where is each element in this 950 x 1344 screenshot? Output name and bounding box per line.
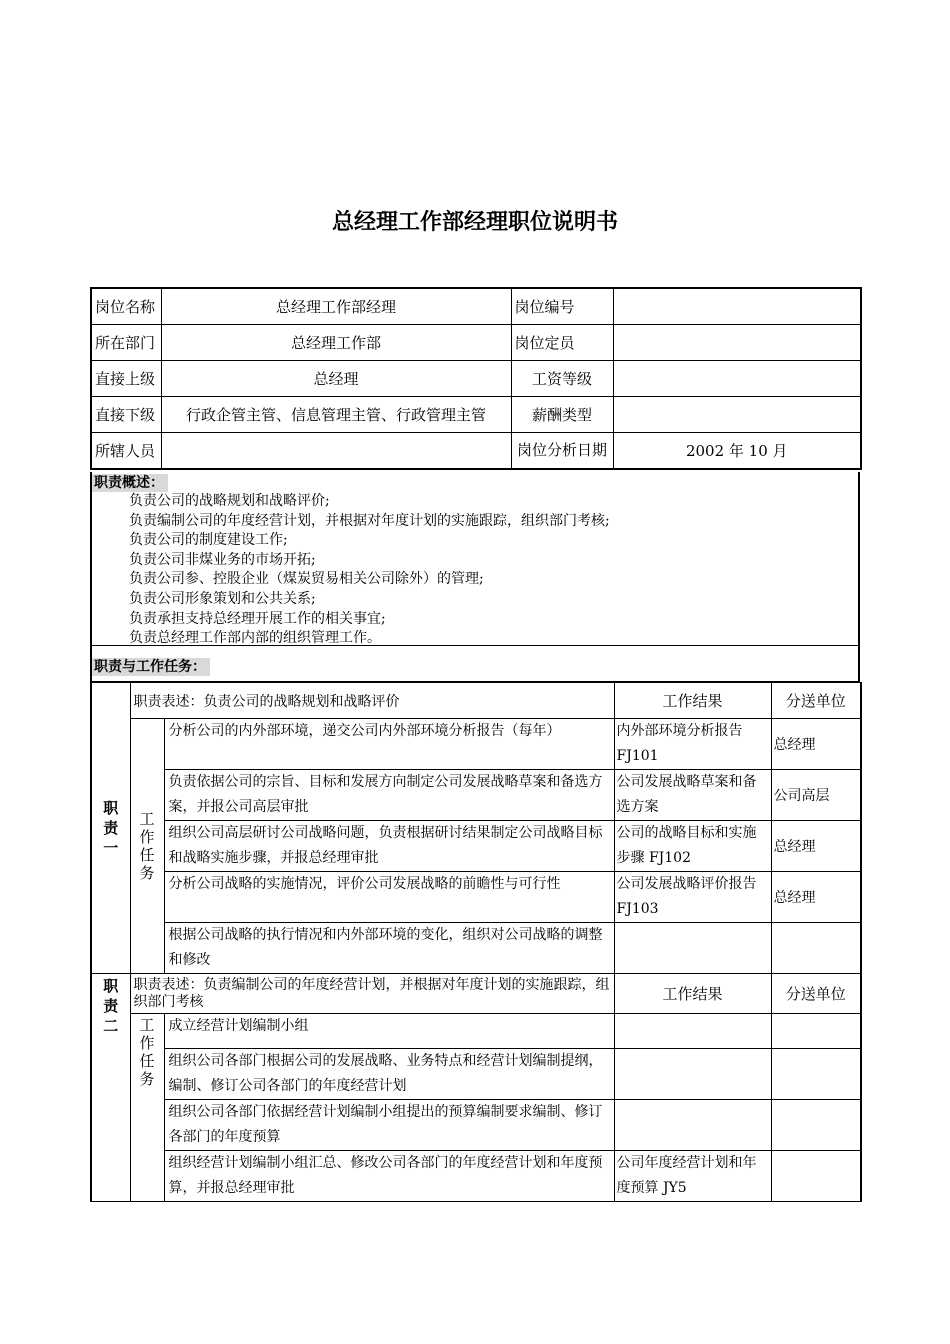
result-header: 工作结果 xyxy=(614,974,771,1014)
duty-two-label: 职 责 二 xyxy=(91,974,130,1202)
task-dest xyxy=(771,1049,861,1100)
result-header: 工作结果 xyxy=(614,683,771,719)
list-item: 负责公司形象策划和公共关系; xyxy=(129,590,316,607)
info-value: 总经理 xyxy=(161,361,511,397)
table-row xyxy=(91,923,861,974)
task-dest xyxy=(771,1100,861,1151)
info-row xyxy=(91,433,861,470)
task-result xyxy=(614,923,771,974)
task-dest: 总经理 xyxy=(771,719,861,770)
page-title: 总经理工作部经理职位说明书 xyxy=(331,210,618,235)
task-text: 组织经营计划编制小组汇总、修改公司各部门的年度经营计划和年度预算，并报总经理审批 xyxy=(164,1151,614,1202)
task-result: 公司发展战略评价报告 FJ103 xyxy=(614,872,771,923)
info-label: 所辖人员 xyxy=(91,433,161,470)
table-row xyxy=(91,1014,861,1049)
info-value2 xyxy=(613,361,861,397)
task-result: 公司的战略目标和实施步骤 FJ102 xyxy=(614,821,771,872)
table-row xyxy=(91,1151,861,1202)
list-item: 负责公司非煤业务的市场开拓; xyxy=(129,551,316,568)
task-result xyxy=(614,1100,771,1151)
info-value: 总经理工作部经理 xyxy=(161,288,511,325)
table-row xyxy=(91,821,861,872)
tasks-section-header xyxy=(90,646,860,682)
info-value2 xyxy=(613,325,861,361)
task-text: 组织公司各部门根据公司的发展战略、业务特点和经营计划编制提纲，编制、修订公司各部门的年度经营计划 xyxy=(164,1049,614,1100)
info-row xyxy=(91,361,861,397)
tasks-heading: 职责与工作任务： xyxy=(92,658,210,676)
work-task-label: 工 作 任 务 xyxy=(130,719,164,974)
list-item: 负责公司的制度建设工作; xyxy=(129,532,288,549)
list-item: 负责总经理工作部内部的组织管理工作。 xyxy=(129,630,381,647)
info-value: 总经理工作部 xyxy=(161,325,511,361)
task-dest xyxy=(771,1014,861,1049)
task-result xyxy=(614,1014,771,1049)
task-dest: 总经理 xyxy=(771,872,861,923)
info-label2: 岗位编号 xyxy=(511,288,613,325)
list-item: 负责公司的战略规划和战略评价; xyxy=(129,493,330,509)
task-dest: 总经理 xyxy=(771,821,861,872)
task-result: 公司年度经营计划和年度预算 JY5 xyxy=(614,1151,771,1202)
task-result: 公司发展战略草案和备选方案 xyxy=(614,770,771,821)
info-label: 岗位名称 xyxy=(91,288,161,325)
table-row xyxy=(91,1049,861,1100)
info-value2 xyxy=(613,288,861,325)
info-row xyxy=(91,397,861,433)
table-row xyxy=(91,770,861,821)
duty-statement: 职责表述：负责编制公司的年度经营计划，并根据对年度计划的实施跟踪，组织部门考核 xyxy=(130,974,614,1014)
task-dest: 公司高层 xyxy=(771,770,861,821)
info-label: 直接上级 xyxy=(91,361,161,397)
task-result: 内外部环境分析报告 FJ101 xyxy=(614,719,771,770)
dest-header: 分送单位 xyxy=(771,974,861,1014)
duties-table xyxy=(90,682,862,1202)
task-text: 负责依据公司的宗旨、目标和发展方向制定公司发展战略草案和备选方案，并报公司高层审批 xyxy=(164,770,614,821)
info-label2: 岗位分析日期 xyxy=(511,433,613,470)
task-text: 分析公司的内外部环境，递交公司内外部环境分析报告（每年） xyxy=(164,719,614,770)
list-item: 负责编制公司的年度经营计划，并根据对年度计划的实施跟踪，组织部门考核; xyxy=(129,512,610,529)
info-label2: 岗位定员 xyxy=(511,325,613,361)
work-task-label: 工 作 任 务 xyxy=(130,1014,164,1202)
duty-one-label: 职 责 一 xyxy=(91,683,130,974)
list-item: 负责承担支持总经理开展工作的相关事宜; xyxy=(129,610,386,627)
task-text: 根据公司战略的执行情况和内外部环境的变化，组织对公司战略的调整和修改 xyxy=(164,923,614,974)
table-row xyxy=(91,719,861,770)
dest-header: 分送单位 xyxy=(771,683,861,719)
info-value xyxy=(161,433,511,470)
info-label: 所在部门 xyxy=(91,325,161,361)
table-row xyxy=(91,683,861,719)
info-label2: 工资等级 xyxy=(511,361,613,397)
task-dest xyxy=(771,1151,861,1202)
table-row xyxy=(91,872,861,923)
info-row xyxy=(91,288,861,325)
task-result xyxy=(614,1049,771,1100)
basic-info-table xyxy=(90,287,862,470)
info-label: 直接下级 xyxy=(91,397,161,433)
table-row xyxy=(91,974,861,1014)
info-row xyxy=(91,325,861,361)
info-value: 行政企管主管、信息管理主管、行政管理主管 xyxy=(161,397,511,433)
table-row xyxy=(91,1100,861,1151)
duty-overview xyxy=(90,472,860,646)
list-item: 负责公司参、控股企业（煤炭贸易相关公司除外）的管理; xyxy=(129,571,484,588)
task-text: 成立经营计划编制小组 xyxy=(164,1014,614,1049)
task-text: 组织公司各部门依据经营计划编制小组提出的预算编制要求编制、修订各部门的年度预算 xyxy=(164,1100,614,1151)
overview-list xyxy=(92,492,858,649)
info-value2 xyxy=(613,397,861,433)
overview-heading: 职责概述： xyxy=(92,474,168,492)
info-label2: 薪酬类型 xyxy=(511,397,613,433)
duty-statement: 职责表述：负责公司的战略规划和战略评价 xyxy=(130,683,614,719)
task-dest xyxy=(771,923,861,974)
info-value2: 2002 年 10 月 xyxy=(613,433,861,470)
task-text: 组织公司高层研讨公司战略问题，负责根据研讨结果制定公司战略目标和战略实施步骤，并报总经理审批 xyxy=(164,821,614,872)
task-text: 分析公司战略的实施情况，评价公司发展战略的前瞻性与可行性 xyxy=(164,872,614,923)
